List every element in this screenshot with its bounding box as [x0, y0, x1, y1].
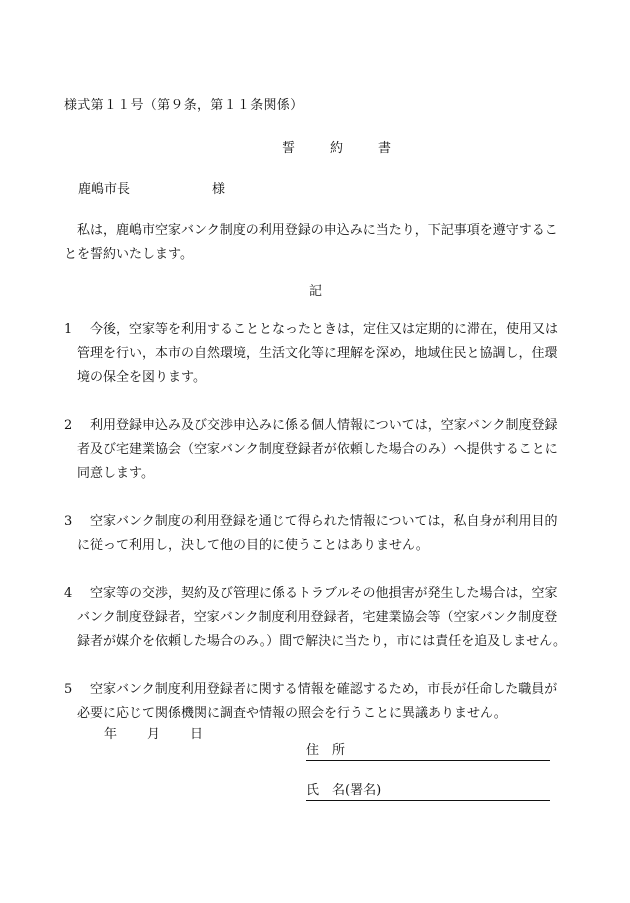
date-day: 日	[190, 727, 204, 742]
pledge-list	[64, 318, 570, 750]
pledge-item-number: 5	[64, 682, 73, 697]
pledge-item-text: 空家等の交渉，契約及び管理に係るトラブルその他損害が発生した場合は，空家バンク制度登録者，空家バンク制度利用登録者，宅建業協会等（空家バンク制度登録者が媒介を依頼した場合のみ。）間で解決に当たり，市には責任を追及しません。	[77, 586, 567, 649]
pledge-item	[64, 510, 570, 558]
date-year: 年	[104, 727, 118, 742]
document-title: 誓 約 書	[282, 141, 403, 156]
pledge-item	[64, 318, 570, 390]
pledge-item	[64, 582, 570, 654]
date-month: 月	[147, 727, 161, 742]
pledge-item-number: 3	[64, 514, 73, 529]
pledge-item-text: 空家バンク制度利用登録者に関する情報を確認するため，市長が任命した職員が必要に応じて関係機関に調査や情報の照会を行うことに異議ありません。	[77, 682, 558, 721]
addressee	[78, 178, 225, 197]
pledge-item	[64, 414, 570, 486]
name-label: 氏 名(署名)	[306, 783, 382, 798]
pledge-item-text: 利用登録申込み及び交渉申込みに係る個人情報については，空家バンク制度登録者及び宅建業協会（空家バンク制度登録者が依頼した場合のみ）へ提供することに同意します。	[77, 418, 558, 481]
form-number: 様式第１１号（第９条，第１１条関係）	[64, 98, 304, 113]
pledge-item-text: 今後，空家等を利用することとなったときは，定住又は定期的に滞在，使用又は管理を行い，本市の自然環境，生活文化等に理解を深め，地域住民と協調し，住環境の保全を図ります。	[77, 322, 559, 385]
address-label: 住 所	[306, 743, 346, 758]
pledge-item-text: 空家バンク制度の利用登録を通じて得られた情報については，私自身が利用目的に従って利用し，決して他の目的に使うことはありません。	[77, 514, 558, 553]
pledge-item	[64, 678, 570, 726]
intro-paragraph: 私は，鹿嶋市空家バンク制度の利用登録の申込みに当たり，下記事項を遵守することを誓約いたします。	[64, 223, 558, 262]
pledge-item-number: 4	[64, 586, 73, 601]
addressee-honorific: 様	[212, 182, 226, 197]
name-signature-field[interactable]	[306, 782, 550, 801]
date-line	[104, 723, 233, 742]
address-field[interactable]	[306, 742, 550, 761]
pledge-item-number: 1	[64, 322, 73, 337]
pledge-item-number: 2	[64, 418, 73, 433]
ki-heading: 記	[309, 284, 323, 299]
addressee-name: 鹿嶋市長	[78, 182, 131, 197]
